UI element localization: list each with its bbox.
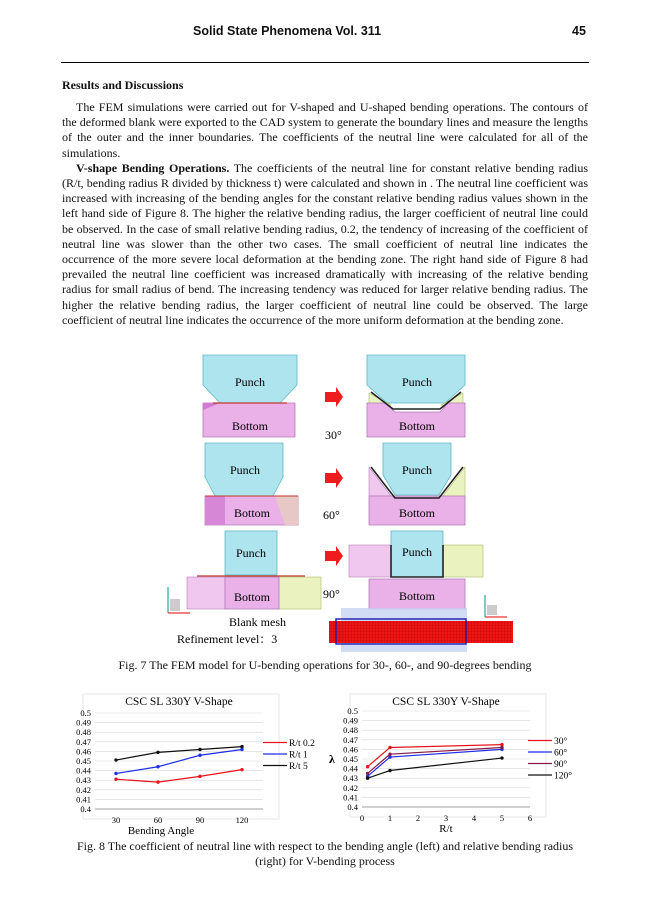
chart-1-legend-label: 120°: [554, 771, 573, 782]
chart-1-ytick: 0.48: [343, 725, 358, 736]
arrow-30: [325, 387, 343, 407]
paragraph-2: [62, 161, 588, 328]
chart-1-xlabel: R/t: [439, 823, 453, 835]
angle-60: 60°: [323, 508, 340, 522]
fig7-row-30: [203, 355, 465, 442]
fig8-right-chart: [322, 690, 590, 838]
punch-label-60-left: Punch: [230, 463, 260, 477]
chart-0-data-point: [114, 778, 117, 781]
chart-0-ytick: 0.43: [76, 775, 91, 786]
bottom-label-90-left: Bottom: [233, 590, 271, 604]
journal-title: Solid State Phenomena Vol. 311: [193, 24, 382, 38]
fig7-row-90: [187, 531, 483, 609]
blank-mesh: [329, 621, 513, 643]
chart-0-data-point: [240, 745, 243, 748]
arrow-60: [325, 468, 343, 488]
chart-0-xtick: 120: [235, 815, 249, 825]
punch-label-60-right: Punch: [402, 463, 432, 477]
page-number: 45: [572, 24, 586, 38]
chart-1-xtick: 1: [387, 813, 393, 823]
fig7-row-60: [205, 443, 465, 525]
chart-0-ytick: 0.45: [76, 756, 91, 766]
chart-0-ytick: 0.5: [80, 708, 91, 718]
chart-1-xtick: 4: [471, 813, 477, 823]
chart-1-data-point: [366, 777, 369, 780]
axis-triad-right-icon: [485, 595, 507, 617]
chart-0-xtick: 30: [111, 815, 121, 825]
chart-1-ytick: 0.44: [343, 763, 358, 774]
bottom-label-30-left: Bottom: [231, 419, 269, 433]
chart-1-legend-label: 90°: [554, 760, 568, 770]
chart-0-xtick: 60: [153, 815, 163, 825]
chart-0-legend-label: R/t 1: [289, 750, 308, 761]
chart-0-data-point: [156, 765, 159, 768]
body-text: [62, 100, 588, 328]
chart-0-data-point: [198, 754, 201, 757]
chart-0-ytick: 0.44: [76, 765, 91, 776]
chart-0-data-point: [156, 780, 159, 783]
chart-1-frame: [350, 694, 546, 817]
paragraph-2-text: The coefficients of the neutral line for constant relative bending radius (R/t, bending radius R divided by thickness t) were calculated and shown in . The neutral line coefficient was increased with increasing of the bending angles for the constant relative bending radius values shown in the left hand side of Figure 8. The higher the relative bending radius, the larger coefficient of neutral line could be observed. In the case of small relative bending radius, 0.2, the tendency of increasing of the coefficient of neutral line was slower than the other two cases. The small coefficient of neutral line indicates the occurrence of the more severe local deformation at the bending zone. The right hand side of Figure 8 had prevailed the neutral line coefficient was increased dramatically with increasing of the relative bending radius for small radius of bend. The increasing tendency was reduced for larger relative bending radius. The higher the relative bending radius, the larger coefficient of neutral line could be observed. The large coefficient of neutral line indicates the occurrence of the more uniform deformation at the bending zone.: [62, 160, 588, 327]
chart-1-data-point: [388, 753, 391, 756]
running-header: [0, 24, 650, 40]
bottom-label-30-right: Bottom: [398, 419, 436, 433]
chart-0-ytick: 0.4: [80, 804, 91, 814]
chart-1-xtick: 3: [443, 813, 449, 823]
punch-label-30-left: Punch: [235, 375, 265, 389]
chart-0-ytick: 0.49: [76, 717, 91, 728]
chart-1-data-point: [388, 769, 391, 772]
paragraph-1: The FEM simulations were carried out for V-shaped and U-shaped bending operations. The contours of the deformed blank were exported to the CAD system to generate the boundary lines and measure the lengths of the outer and the inner boundaries. The coefficients of the neutral line were calculated for all of the simulations.: [62, 100, 588, 160]
angle-30: 30°: [325, 428, 342, 442]
chart-1-ytick: 0.43: [343, 773, 358, 784]
chart-1-ylabel: λ: [329, 752, 335, 766]
chart-0-ytick: 0.42: [76, 784, 91, 795]
chart-0-data-point: [198, 748, 201, 751]
chart-0-data-point: [114, 758, 117, 761]
chart-0-legend-label: R/t 5: [289, 762, 308, 772]
refinement-label: Refinement level：3: [177, 632, 278, 646]
chart-0-ytick: 0.41: [76, 794, 91, 805]
chart-1-ytick: 0.45: [343, 754, 358, 764]
arrow-90: [325, 546, 343, 566]
chart-0-data-point: [156, 751, 159, 754]
fig8-left-chart: [65, 690, 325, 838]
chart-1-data-point: [388, 746, 391, 749]
chart-1-ytick: 0.4: [347, 802, 358, 812]
punch-label-90-right: Punch: [402, 545, 432, 559]
chart-0-ytick: 0.46: [76, 746, 91, 757]
paragraph-2-heading: V-shape Bending Operations.: [76, 160, 230, 175]
chart-0-ytick: 0.47: [76, 736, 91, 747]
chart-1-data-point: [366, 765, 369, 768]
axis-triad-left-icon: [168, 587, 190, 613]
fig7-fem-model: [177, 355, 525, 655]
chart-1-data-point: [366, 772, 369, 775]
chart-1-legend-label: 60°: [554, 748, 568, 759]
chart-1-xtick: 0: [359, 813, 365, 823]
chart-1-xtick: 6: [527, 813, 533, 823]
chart-1-ytick: 0.49: [343, 715, 358, 726]
fig8-caption-line1: Fig. 8 The coefficient of neutral line with respect to the bending angle (left) and relative bending radius: [76, 839, 574, 853]
chart-1-data-point: [500, 746, 503, 749]
angle-90: 90°: [323, 587, 340, 601]
punch-label-90-left: Punch: [236, 546, 266, 560]
chart-1-legend-label: 30°: [554, 737, 568, 747]
chart-0-legend-label: R/t 0.2: [289, 739, 315, 749]
chart-1-ytick: 0.42: [343, 782, 358, 793]
chart-0-ytick: 0.48: [76, 727, 91, 738]
chart-1-xtick: 2: [415, 813, 421, 823]
chart-0-data-point: [198, 775, 201, 778]
chart-1-ytick: 0.47: [343, 734, 358, 745]
chart-1-xtick: 5: [499, 813, 505, 823]
header-rule: [61, 62, 589, 63]
fig8-caption-line2: (right) for V-bending process: [255, 854, 395, 868]
chart-1-data-point: [500, 756, 503, 759]
blank-mesh-label: Blank mesh: [229, 615, 286, 629]
chart-0-title: CSC SL 330Y V-Shape: [125, 696, 233, 708]
fig7-caption: Fig. 7 The FEM model for U-bending operations for 30-, 60-, and 90-degrees bending: [118, 658, 532, 672]
chart-1-ytick: 0.46: [343, 744, 358, 755]
bottom-label-90-right: Bottom: [398, 589, 436, 603]
section-heading: Results and Discussions: [62, 78, 184, 92]
bottom-label-60-left: Bottom: [233, 506, 271, 520]
chart-0-xlabel: Bending Angle: [127, 825, 195, 837]
bottom-label-60-right: Bottom: [398, 506, 436, 520]
chart-0-data-point: [114, 772, 117, 775]
chart-0-data-point: [240, 768, 243, 771]
chart-1-ytick: 0.41: [343, 792, 358, 803]
chart-1-title: CSC SL 330Y V-Shape: [392, 696, 500, 708]
chart-1-ytick: 0.5: [347, 706, 358, 716]
chart-0-xtick: 90: [195, 815, 205, 825]
punch-label-30-right: Punch: [402, 375, 432, 389]
